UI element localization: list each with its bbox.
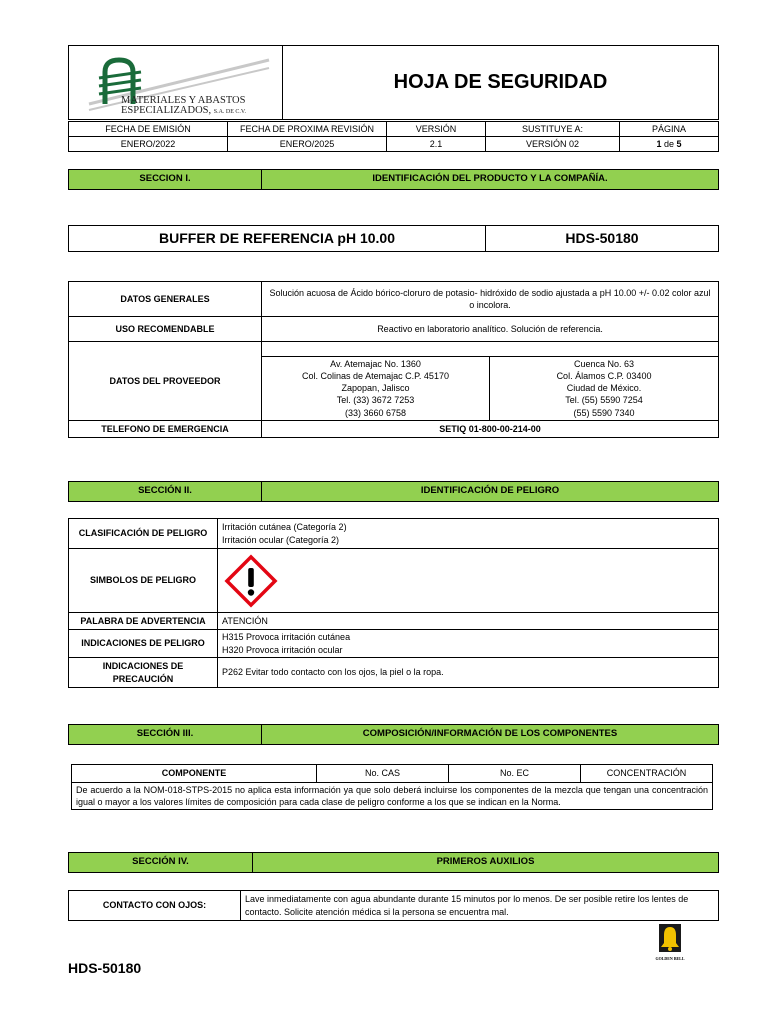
hazard-table (68, 518, 719, 688)
emergency-phone-value: SETIQ 01-800-00-214-00 (262, 420, 719, 437)
meta-value-version: 2.1 (387, 137, 486, 152)
emergency-phone-label: TELEFONO DE EMERGENCIA (69, 420, 262, 437)
company-data-table (68, 281, 719, 438)
product-code: HDS-50180 (486, 226, 719, 252)
meta-value-next-revision: ENERO/2025 (228, 137, 387, 152)
composition-note: De acuerdo a la NOM-018-STPS-2015 no aplica esta información ya que solo deberá incluirse los componentes de la mezcla que tengan una concentración igual o mayor a los valores límites de composición para cada clase de peligro conforme a los que se indican en la Norma. (72, 783, 713, 810)
supplier-address-guadalajara: Av. Atemajac No. 1360 Col. Colinas de Atemajac C.P. 45170 Zapopan, Jalisco Tel. (33) 3672 7253 (33) 3660 6758 (262, 357, 490, 421)
column-concentration: CONCENTRACIÓN (581, 765, 713, 783)
precaution-value: P262 Evitar todo contacto con los ojos, la piel o la ropa. (218, 658, 719, 688)
section-2-number: SECCIÓN II. (69, 482, 262, 502)
signal-word-label: PALABRA DE ADVERTENCIA (69, 613, 218, 630)
supplier-label: DATOS DEL PROVEEDOR (69, 342, 262, 421)
document-meta-table (68, 121, 719, 152)
product-name: BUFFER DE REFERENCIA pH 10.00 (69, 226, 486, 252)
meta-header-replaces: SUSTITUYE A: (486, 122, 620, 137)
section-4-number: SECCIÓN IV. (69, 853, 253, 873)
bell-icon (655, 922, 685, 956)
meta-value-emission: ENERO/2022 (69, 137, 228, 152)
general-data-label: DATOS GENERALES (69, 282, 262, 317)
hazard-symbols-cell (218, 549, 719, 613)
eye-contact-value: Lave inmediatamente con agua abundante durante 15 minutos por lo menos. De ser posible retire los lentes de contacto. Solicite atención médica si la persona se encuentra mal. (241, 891, 719, 921)
hazard-classification-value: Irritación cutánea (Categoría 2) Irritación ocular (Categoría 2) (218, 519, 719, 549)
section-1-header (68, 169, 719, 190)
document-title: HOJA DE SEGURIDAD (283, 46, 719, 120)
hazard-statements-label: INDICACIONES DE PELIGRO (69, 630, 218, 658)
section-3-number: SECCIÓN III. (69, 725, 262, 745)
product-identification (68, 225, 719, 252)
brand-logo (648, 922, 692, 970)
footer-document-code: HDS-50180 (68, 960, 142, 976)
eye-contact-label: CONTACTO CON OJOS: (69, 891, 241, 921)
recommended-use-value: Reactivo en laboratorio analítico. Solución de referencia. (262, 317, 719, 342)
precaution-label: INDICACIONES DE PRECAUCIÓN (69, 658, 218, 688)
meta-header-next-revision: FECHA DE PROXIMA REVISIÓN (228, 122, 387, 137)
meta-header-version: VERSIÓN (387, 122, 486, 137)
meta-value-page: 1 de 5 (620, 137, 719, 152)
section-1-number: SECCION I. (69, 170, 262, 190)
section-1-title: IDENTIFICACIÓN DEL PRODUCTO Y LA COMPAÑÍA. (262, 170, 719, 190)
company-name: MATERIALES Y ABASTOS ESPECIALIZADOS, S.A. DE C.V. (121, 95, 246, 116)
hazard-symbols-label: SIMBOLOS DE PELIGRO (69, 549, 218, 613)
signal-word-value: ATENCIÓN (218, 613, 719, 630)
meta-header-page: PÁGINA (620, 122, 719, 137)
supplier-spacer (262, 342, 719, 357)
document-header (68, 45, 719, 120)
supplier-address-cdmx: Cuenca No. 63 Col. Álamos C.P. 03400 Ciudad de México. Tel. (55) 5590 7254 (55) 5590 7340 (490, 357, 719, 421)
meta-header-emission: FECHA DE EMISIÓN (69, 122, 228, 137)
composition-table (71, 764, 713, 810)
meta-value-replaces: VERSIÓN 02 (486, 137, 620, 152)
section-3-title: COMPOSICIÓN/INFORMACIÓN DE LOS COMPONENTES (262, 725, 719, 745)
general-data-value: Solución acuosa de Ácido bórico-cloruro de potasio- hidróxido de sodio ajustada a pH 10.00 +/- 0.02 color azul o incolora. (262, 282, 719, 317)
column-component: COMPONENTE (72, 765, 317, 783)
column-cas: No. CAS (317, 765, 449, 783)
brand-logo-text: GOLDEN BELL (655, 956, 685, 961)
first-aid-table (68, 890, 719, 921)
exclamation-hazard-icon (224, 554, 278, 608)
recommended-use-label: USO RECOMENDABLE (69, 317, 262, 342)
section-2-title: IDENTIFICACIÓN DE PELIGRO (262, 482, 719, 502)
hazard-statements-value: H315 Provoca irritación cutánea H320 Provoca irritación ocular (218, 630, 719, 658)
section-2-header (68, 481, 719, 502)
column-ec: No. EC (449, 765, 581, 783)
hazard-classification-label: CLASIFICACIÓN DE PELIGRO (69, 519, 218, 549)
section-4-header (68, 852, 719, 873)
company-logo-cell (69, 46, 283, 120)
section-4-title: PRIMEROS AUXILIOS (253, 853, 719, 873)
section-3-header (68, 724, 719, 745)
